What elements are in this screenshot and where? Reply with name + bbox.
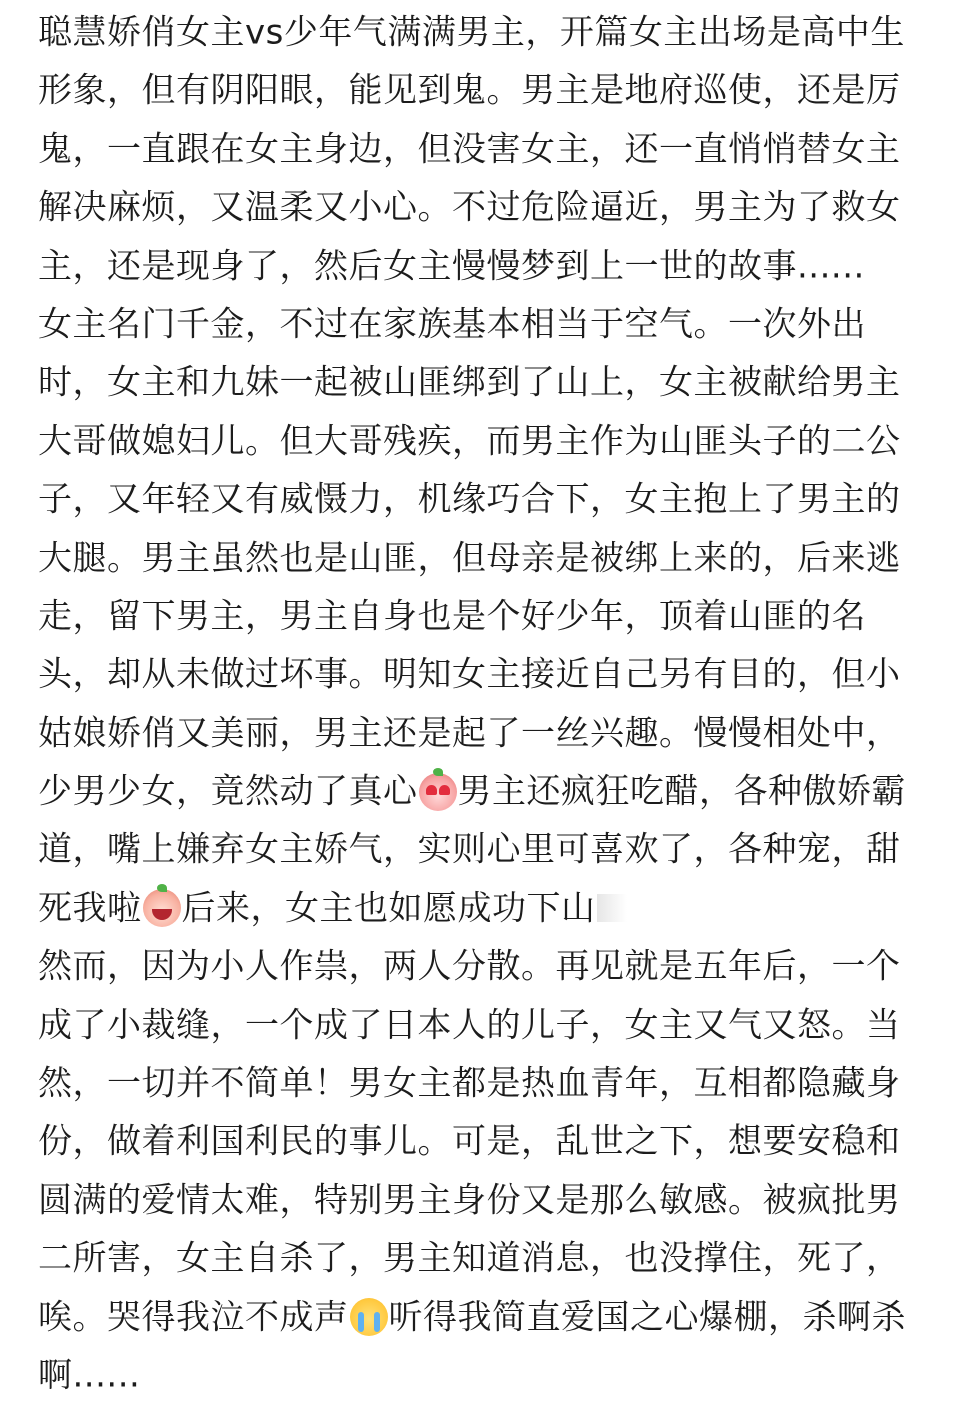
text-segment: 大哥做媳妇儿。但大哥残疾，而男主作为山匪头子的二公: [38, 421, 901, 462]
text-line: [38, 528, 938, 586]
text-line: [38, 1111, 938, 1169]
text-segment: 份，做着利国利民的事儿。可是，乱世之下，想要安稳和: [38, 1121, 901, 1162]
text-line: [38, 1170, 938, 1228]
text-segment: 解决麻烦，又温柔又小心。不过危险逼近，男主为了救女: [38, 187, 901, 228]
text-segment: 走，留下男主，男主自身也是个好少年，顶着山匪的名: [38, 596, 866, 637]
text-line: [38, 1228, 938, 1286]
text-segment: 后来，女主也如愿成功下山: [181, 888, 596, 929]
text-line: [38, 878, 938, 936]
text-line: [38, 1345, 938, 1403]
text-line: [38, 644, 938, 702]
text-line: [38, 236, 938, 294]
text-line: [38, 1287, 938, 1345]
text-segment: 道，嘴上嫌弃女主娇气，实则心里可喜欢了，各种宠，甜: [38, 829, 901, 870]
text-line: [38, 703, 938, 761]
text-segment: 子，又年轻又有威慑力，机缘巧合下，女主抱上了男主的: [38, 479, 901, 520]
fade-gradient: [597, 894, 627, 922]
text-segment: 然而，因为小人作祟，两人分散。再见就是五年后，一个: [38, 946, 901, 987]
text-line: [38, 469, 938, 527]
text-segment: 时，女主和九妹一起被山匪绑到了山上，女主被献给男主: [38, 362, 901, 403]
text-segment: 成了小裁缝，一个成了日本人的儿子，女主又气又怒。当: [38, 1004, 901, 1045]
text-line: [38, 177, 938, 235]
text-line: [38, 119, 938, 177]
text-segment: 头，却从未做过坏事。明知女主接近自己另有目的，但小: [38, 654, 901, 695]
laughing-icon: [143, 889, 181, 927]
heart-eyes-icon: [419, 773, 457, 811]
text-line: [38, 819, 938, 877]
text-segment: 男主还疯狂吃醋，各种傲娇霸: [457, 771, 906, 812]
text-line: [38, 995, 938, 1053]
text-line: [38, 936, 938, 994]
leaf-icon: [433, 768, 443, 776]
text-line: [38, 294, 938, 352]
text-segment: 唉。哭得我泣不成声: [38, 1296, 349, 1337]
leaf-icon: [157, 884, 167, 892]
text-segment: 女主名门千金，不过在家族基本相当于空气。一次外出: [38, 304, 866, 345]
text-line: [38, 586, 938, 644]
text-segment: 鬼，一直跟在女主身边，但没害女主，还一直悄悄替女主: [38, 129, 901, 170]
text-segment: 死我啦: [38, 888, 142, 929]
text-segment: 然，一切并不简单！男女主都是热血青年，互相都隐藏身: [38, 1063, 901, 1104]
text-line: [38, 352, 938, 410]
text-segment: 听得我简直爱国之心爆棚，杀啊杀: [388, 1296, 906, 1337]
text-line: [38, 60, 938, 118]
text-segment: 二所害，女主自杀了，男主知道消息，也没撑住，死了，: [38, 1238, 901, 1279]
crying-icon: [350, 1298, 388, 1336]
text-segment: 姑娘娇俏又美丽，男主还是起了一丝兴趣。慢慢相处中，: [38, 712, 901, 753]
text-line: [38, 761, 938, 819]
text-line: [38, 1053, 938, 1111]
text-segment: 聪慧娇俏女主vs少年气满满男主，开篇女主出场是高中生: [38, 12, 905, 53]
text-segment: 大腿。男主虽然也是山匪，但母亲是被绑上来的，后来逃: [38, 537, 901, 578]
post-body: [38, 2, 938, 1403]
text-segment: 圆满的爱情太难，特别男主身份又是那么敏感。被疯批男: [38, 1180, 901, 1221]
text-segment: 形象，但有阴阳眼，能见到鬼。男主是地府巡使，还是厉: [38, 70, 901, 111]
text-segment: 少男少女，竟然动了真心: [38, 771, 418, 812]
text-segment: 啊......: [38, 1355, 141, 1396]
text-line: [38, 411, 938, 469]
text-segment: 主，还是现身了，然后女主慢慢梦到上一世的故事......: [38, 245, 865, 286]
text-line: [38, 2, 938, 60]
